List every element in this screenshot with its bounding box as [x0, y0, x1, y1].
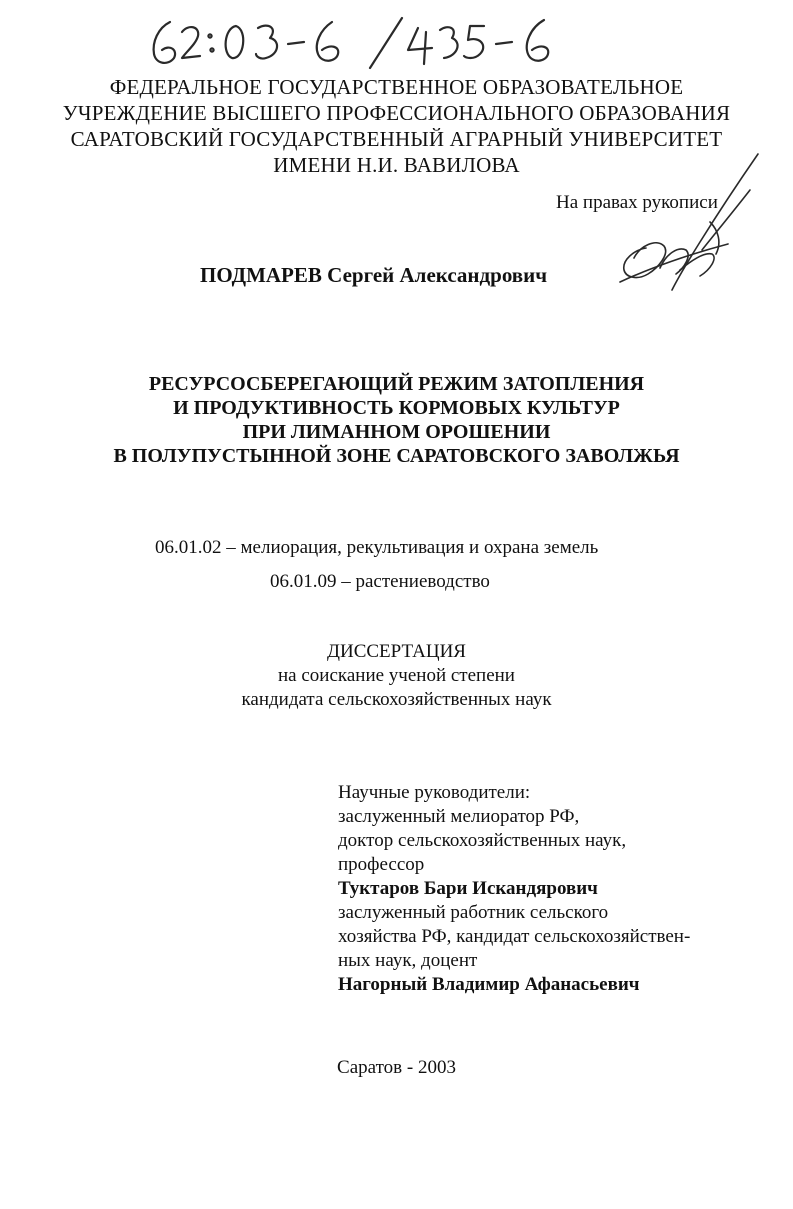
specialty-line: 06.01.09 – растениеводство	[270, 571, 490, 592]
dissertation-heading: ДИССЕРТАЦИЯ	[327, 641, 466, 662]
signature-drawing	[600, 150, 770, 300]
supervisor-title-line: заслуженный мелиоратор РФ,	[338, 806, 580, 827]
supervisor-name: Туктаров Бари Искандярович	[338, 878, 598, 899]
supervisor-title-line: ных наук, доцент	[338, 950, 478, 971]
institution-line: УЧРЕЖДЕНИЕ ВЫСШЕГО ПРОФЕССИОНАЛЬНОГО ОБРАЗОВАНИЯ	[62, 101, 731, 125]
signature	[600, 150, 770, 300]
dissertation-title	[0, 372, 793, 468]
dissertation-block	[0, 640, 793, 712]
supervisor-title-line: профессор	[338, 854, 425, 875]
supervisors-block	[338, 781, 690, 997]
handwritten-number-drawing	[140, 10, 560, 80]
author-name: ПОДМАРЕВ Сергей Александрович	[200, 263, 548, 287]
specialty-line: 06.01.02 – мелиорация, рекультивация и охрана земель	[155, 537, 599, 558]
supervisor-title-line: хозяйства РФ, кандидат сельскохозяйствен-	[338, 926, 691, 947]
institution-line: САРАТОВСКИЙ ГОСУДАРСТВЕННЫЙ АГРАРНЫЙ УНИВЕРСИТЕТ	[70, 127, 723, 151]
institution-line: ИМЕНИ Н.И. ВАВИЛОВА	[273, 153, 520, 177]
title-line: ПРИ ЛИМАННОМ ОРОШЕНИИ	[242, 421, 551, 443]
dissertation-degree-line: на соискание ученой степени	[278, 665, 515, 686]
title-line: И ПРОДУКТИВНОСТЬ КОРМОВЫХ КУЛЬТУР	[173, 397, 620, 419]
title-line: В ПОЛУПУСТЫННОЙ ЗОНЕ САРАТОВСКОГО ЗАВОЛЖЬЯ	[113, 445, 680, 467]
handwritten-catalog-number	[140, 10, 560, 80]
rights-note: На правах рукописи	[556, 192, 718, 213]
supervisors-heading: Научные руководители:	[338, 782, 531, 803]
institution-line: ФЕДЕРАЛЬНОЕ ГОСУДАРСТВЕННОЕ ОБРАЗОВАТЕЛЬНОЕ	[109, 75, 684, 99]
city-year: Саратов - 2003	[337, 1057, 456, 1078]
dissertation-degree-line: кандидата сельскохозяйственных наук	[241, 689, 552, 710]
supervisor-name: Нагорный Владимир Афанасьевич	[338, 974, 640, 995]
supervisor-title-line: доктор сельскохозяйственных наук,	[338, 830, 627, 851]
supervisor-title-line: заслуженный работник сельского	[338, 902, 609, 923]
title-line: РЕСУРСОСБЕРЕГАЮЩИЙ РЕЖИМ ЗАТОПЛЕНИЯ	[148, 373, 645, 395]
